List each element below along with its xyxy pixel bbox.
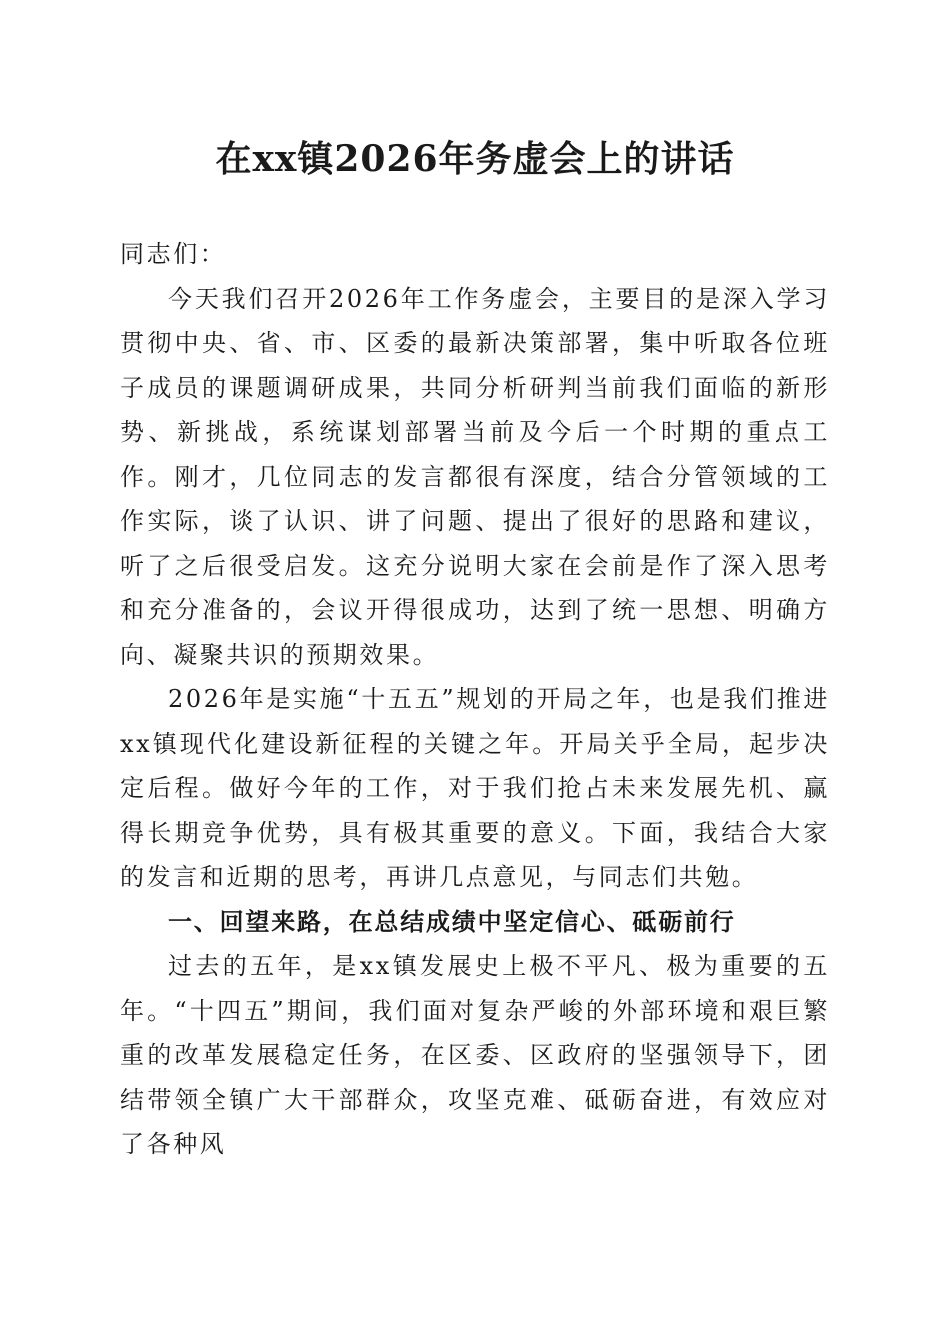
document-body: [120, 232, 830, 1167]
document-title: 在xx镇2026年务虚会上的讲话: [215, 138, 735, 180]
section-paragraph: 过去的五年，是xx镇发展史上极不平凡、极为重要的五年。“十四五”期间，我们面对复杂严峻的外部环境和艰巨繁重的改革发展稳定任务，在区委、区政府的坚强领导下，团结带领全镇广大干部群众，攻坚克难、砥砺奋进，有效应对了各种风: [120, 952, 830, 1158]
paragraph-2026-plan: 2026年是实施“十五五”规划的开局之年，也是我们推进xx镇现代化建设新征程的关键之年。开局关乎全局，起步决定后程。做好今年的工作，对于我们抢占未来发展先机、赢得长期竞争优势，具有极其重要的意义。下面，我结合大家的发言和近期的思考，再讲几点意见，与同志们共勉。: [120, 685, 830, 891]
salutation: 同志们：: [120, 240, 227, 268]
section-heading: 一、回望来路，在总结成绩中坚定信心、砥砺前行: [168, 907, 736, 936]
paragraph-opening: 今天我们召开2026年工作务虚会，主要目的是深入学习贯彻中央、省、市、区委的最新决策部署，集中听取各位班子成员的课题调研成果，共同分析研判当前我们面临的新形势、新挑战，系统谋划部署当前及今后一个时期的重点工作。刚才，几位同志的发言都很有深度，结合分管领域的工作实际，谈了认识、讲了问题、提出了很好的思路和建议，听了之后很受启发。这充分说明大家在会前是作了深入思考和充分准备的，会议开得很成功，达到了统一思想、明确方向、凝聚共识的预期效果。: [120, 284, 830, 669]
